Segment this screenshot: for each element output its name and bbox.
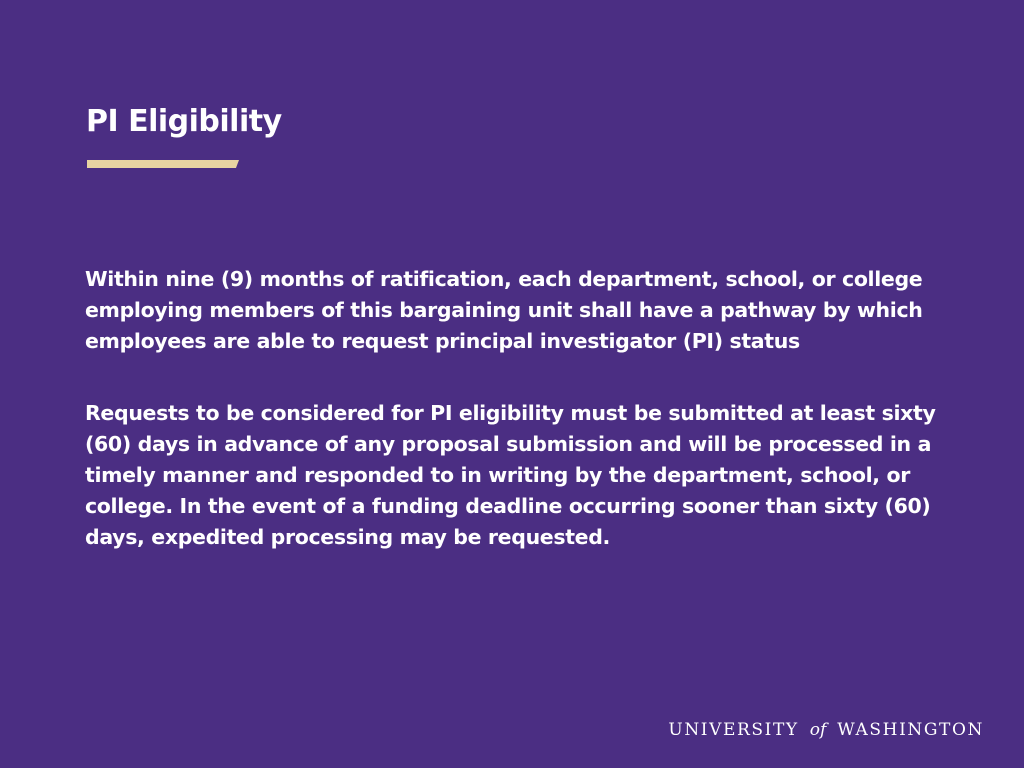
wordmark-of: of: [809, 720, 827, 740]
title-underline-accent: [87, 160, 239, 168]
slide-body: [85, 264, 985, 553]
slide-title: PI Eligibility: [86, 104, 282, 139]
wordmark-washington: WASHINGTON: [837, 720, 984, 740]
paragraph: Within nine (9) months of ratification, each department, school, or college employing members of this bargaining unit shall have a pathway by which employees are able to request principal investigator (PI) status: [85, 267, 923, 353]
wordmark-university: UNIVERSITY: [668, 720, 799, 740]
paragraph: Requests to be considered for PI eligibility must be submitted at least sixty (60) days in advance of any proposal submission and will be processed in a timely manner and responded to in writing by the department, school, or college. In the event of a funding deadline occurring sooner than sixty (60) days, expedited processing may be requested.: [85, 401, 936, 549]
university-wordmark-logo: [668, 718, 984, 742]
